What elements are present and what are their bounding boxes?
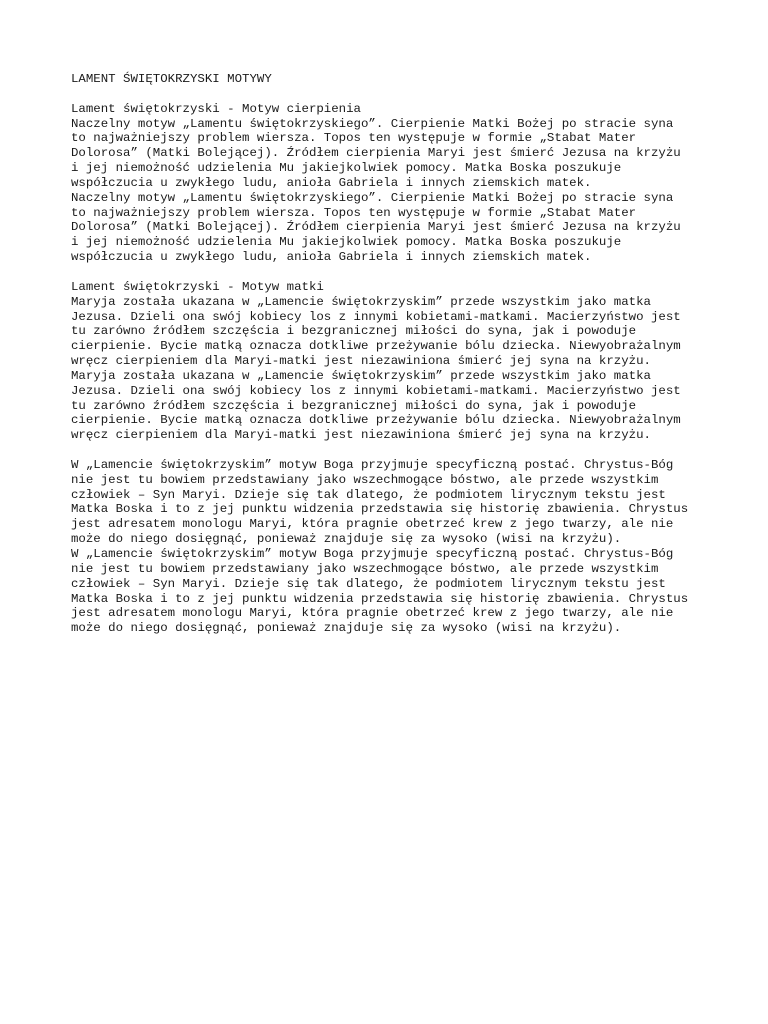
text-line: wręcz cierpieniem dla Maryi-matki jest niezawiniona śmierć jej syna na krzyżu.	[71, 354, 651, 369]
text-line: Jezusa. Dzieli ona swój kobiecy los z innymi kobietami-matkami. Macierzyństwo jest	[71, 309, 681, 324]
text-line: tu zarówno źródłem szczęścia i bezgranicznej miłości do syna, jak i powoduje	[71, 398, 637, 413]
spacer	[71, 265, 711, 280]
text-line: jest adresatem monologu Maryi, która pragnie obetrzeć krew z jego twarzy, ale nie	[71, 517, 674, 532]
text-line: Jezusa. Dzieli ona swój kobiecy los z innymi kobietami-matkami. Macierzyństwo jest	[71, 383, 681, 398]
text-line: to najważniejszy problem wiersza. Topos ten występuje w formie „Stabat Mater	[71, 131, 637, 146]
text-line: jest adresatem monologu Maryi, która pragnie obetrzeć krew z jego twarzy, ale nie	[71, 606, 674, 621]
section-heading: Lament świętokrzyski - Motyw cierpienia	[71, 101, 361, 116]
text-line: Naczelny motyw „Lamentu świętokrzyskiego”. Cierpienie Matki Bożej po stracie syna	[71, 116, 674, 131]
text-line: Maryja została ukazana w „Lamencie świętokrzyskim” przede wszystkim jako matka	[71, 368, 651, 383]
text-line: Maryja została ukazana w „Lamencie świętokrzyskim” przede wszystkim jako matka	[71, 294, 651, 309]
text-line: W „Lamencie świętokrzyskim” motyw Boga przyjmuje specyficzną postać. Chrystus-Bóg	[71, 457, 674, 472]
text-line: człowiek – Syn Maryi. Dzieje się tak dlatego, że podmiotem lirycznym tekstu jest	[71, 487, 666, 502]
text-line: i jej niemożność udzielenia Mu jakiejkolwiek pomocy. Matka Boska poszukuje	[71, 161, 622, 176]
section-heading: Lament świętokrzyski - Motyw matki	[71, 279, 324, 294]
document-title: LAMENT ŚWIĘTOKRZYSKI MOTYWY	[71, 72, 272, 86]
text-line: może do niego dosięgnąć, ponieważ znajduje się za wysoko (wisi na krzyżu).	[71, 532, 622, 547]
text-line: i jej niemożność udzielenia Mu jakiejkolwiek pomocy. Matka Boska poszukuje	[71, 235, 622, 250]
text-line: Naczelny motyw „Lamentu świętokrzyskiego”. Cierpienie Matki Bożej po stracie syna	[71, 190, 674, 205]
text-line: człowiek – Syn Maryi. Dzieje się tak dlatego, że podmiotem lirycznym tekstu jest	[71, 576, 666, 591]
section-god	[71, 458, 711, 636]
document-page	[71, 72, 711, 636]
spacer	[71, 87, 711, 102]
text-line: Matka Boska i to z jej punktu widzenia przedstawia się historię zbawienia. Chrystus	[71, 502, 689, 517]
text-line: współczucia u zwykłego ludu, anioła Gabriela i innych ziemskich matek.	[71, 250, 592, 265]
text-line: nie jest tu bowiem przedstawiany jako wszechmogące bóstwo, ale przede wszystkim	[71, 472, 659, 487]
text-line: Dolorosa” (Matki Bolejącej). Źródłem cierpienia Maryi jest śmierć Jezusa na krzyżu	[71, 220, 681, 235]
text-line: tu zarówno źródłem szczęścia i bezgranicznej miłości do syna, jak i powoduje	[71, 324, 637, 339]
section-mother	[71, 280, 711, 443]
text-line: Dolorosa” (Matki Bolejącej). Źródłem cierpienia Maryi jest śmierć Jezusa na krzyżu	[71, 146, 681, 161]
text-line: współczucia u zwykłego ludu, anioła Gabriela i innych ziemskich matek.	[71, 175, 592, 190]
text-line: może do niego dosięgnąć, ponieważ znajduje się za wysoko (wisi na krzyżu).	[71, 621, 622, 636]
text-line: Matka Boska i to z jej punktu widzenia przedstawia się historię zbawienia. Chrystus	[71, 591, 689, 606]
text-line: nie jest tu bowiem przedstawiany jako wszechmogące bóstwo, ale przede wszystkim	[71, 561, 659, 576]
text-line: W „Lamencie świętokrzyskim” motyw Boga przyjmuje specyficzną postać. Chrystus-Bóg	[71, 547, 674, 561]
text-line: wręcz cierpieniem dla Maryi-matki jest niezawiniona śmierć jej syna na krzyżu.	[71, 428, 651, 443]
text-line: to najważniejszy problem wiersza. Topos ten występuje w formie „Stabat Mater	[71, 205, 637, 220]
text-line: cierpienie. Bycie matką oznacza dotkliwe przeżywanie bólu dziecka. Niewyobrażalnym	[71, 413, 681, 428]
section-suffering	[71, 102, 711, 265]
spacer	[71, 443, 711, 458]
text-line: cierpienie. Bycie matką oznacza dotkliwe przeżywanie bólu dziecka. Niewyobrażalnym	[71, 339, 681, 354]
